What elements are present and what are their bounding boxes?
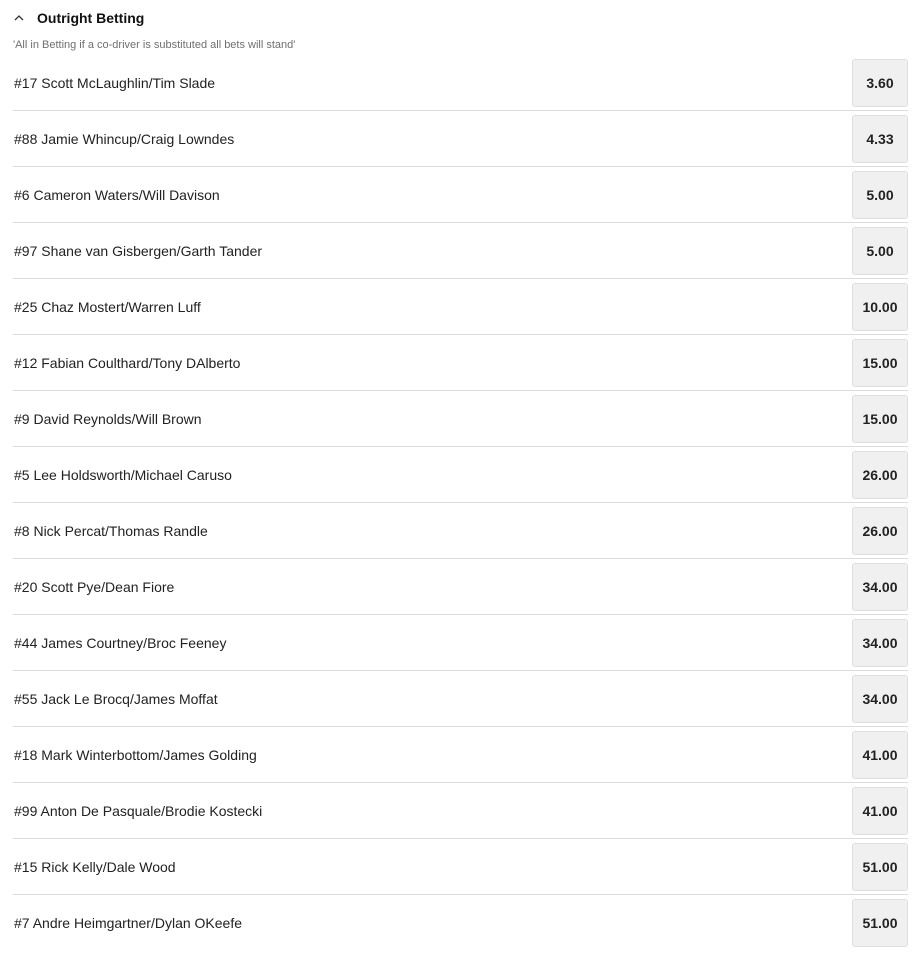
runner-row (13, 727, 908, 783)
runner-row (13, 391, 908, 447)
runner-name: #55 Jack Le Brocq/James Moffat (14, 690, 218, 707)
odds-button[interactable]: 10.00 (852, 283, 908, 331)
runner-row (13, 111, 908, 167)
odds-button[interactable]: 51.00 (852, 843, 908, 891)
odds-button[interactable]: 34.00 (852, 675, 908, 723)
odds-button[interactable]: 41.00 (852, 731, 908, 779)
runner-list (13, 55, 908, 951)
runner-name: #97 Shane van Gisbergen/Garth Tander (14, 242, 263, 259)
odds-button[interactable]: 15.00 (852, 395, 908, 443)
odds-button[interactable]: 34.00 (852, 619, 908, 667)
runner-name: #25 Chaz Mostert/Warren Luff (14, 298, 201, 315)
runner-row (13, 279, 908, 335)
runner-row (13, 783, 908, 839)
runner-row (13, 167, 908, 223)
runner-name: #18 Mark Winterbottom/James Golding (14, 746, 257, 763)
runner-name: #5 Lee Holdsworth/Michael Caruso (14, 466, 232, 483)
runner-name: #99 Anton De Pasquale/Brodie Kostecki (14, 802, 263, 819)
runner-row (13, 559, 908, 615)
odds-button[interactable]: 5.00 (852, 171, 908, 219)
runner-name: #9 David Reynolds/Will Brown (14, 410, 202, 427)
chevron-up-icon[interactable] (13, 12, 25, 24)
odds-button[interactable]: 4.33 (852, 115, 908, 163)
runner-row (13, 503, 908, 559)
runner-row (13, 895, 908, 951)
runner-row (13, 447, 908, 503)
runner-name: #8 Nick Percat/Thomas Randle (14, 522, 208, 539)
odds-button[interactable]: 26.00 (852, 507, 908, 555)
odds-button[interactable]: 34.00 (852, 563, 908, 611)
runner-row (13, 671, 908, 727)
runner-name: #6 Cameron Waters/Will Davison (14, 186, 220, 203)
runner-name: #44 James Courtney/Broc Feeney (14, 634, 227, 651)
runner-name: #7 Andre Heimgartner/Dylan OKeefe (14, 915, 243, 931)
market-header[interactable] (13, 0, 908, 35)
runner-name: #15 Rick Kelly/Dale Wood (14, 858, 176, 875)
runner-row (13, 615, 908, 671)
odds-button[interactable]: 3.60 (852, 59, 908, 107)
odds-button[interactable]: 5.00 (852, 227, 908, 275)
runner-name: #12 Fabian Coulthard/Tony DAlberto (14, 354, 241, 371)
odds-button[interactable]: 51.00 (852, 899, 908, 947)
runner-name: #20 Scott Pye/Dean Fiore (14, 578, 175, 595)
runner-row (13, 223, 908, 279)
market-title: Outright Betting (37, 9, 145, 26)
runner-name: #88 Jamie Whincup/Craig Lowndes (14, 130, 235, 147)
market-rules-note: 'All in Betting if a co-driver is substituted all bets will stand' (13, 39, 296, 51)
runner-name: #17 Scott McLaughlin/Tim Slade (14, 74, 216, 91)
odds-button[interactable]: 41.00 (852, 787, 908, 835)
runner-row (13, 335, 908, 391)
runner-row (13, 55, 908, 111)
runner-row (13, 839, 908, 895)
odds-button[interactable]: 15.00 (852, 339, 908, 387)
odds-button[interactable]: 26.00 (852, 451, 908, 499)
